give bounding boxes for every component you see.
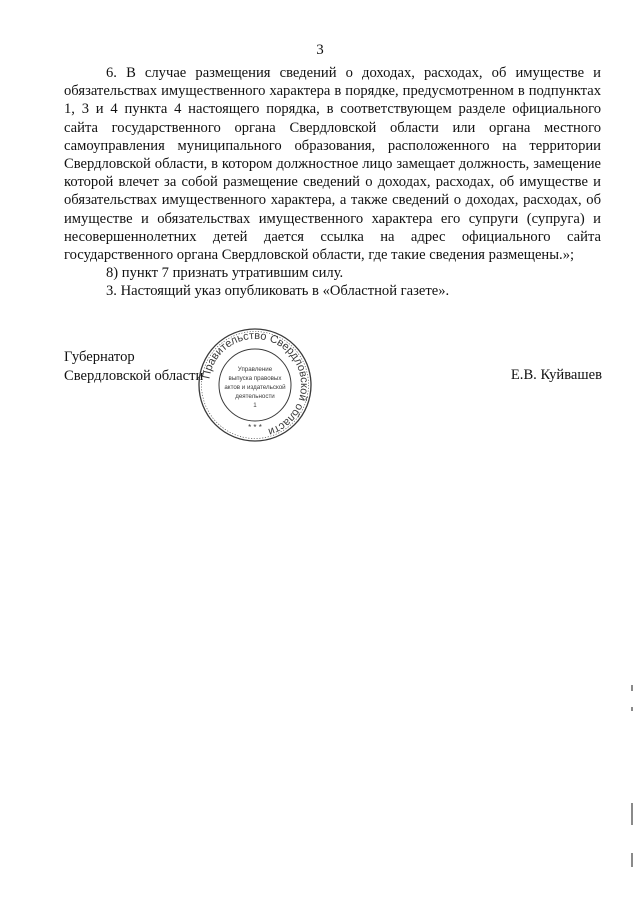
paragraph-item-8: 8) пункт 7 признать утратившим силу. bbox=[106, 265, 344, 282]
scan-mark bbox=[631, 685, 633, 691]
paragraph-item-6: 6. В случае размещения сведений о доходах, расходах, об имуществе и обязательствах имущественного характера в порядке, предусмотренном в подпунктах 1, 3 и 4 пункта 4 настоящего порядка, в соответствующем разделе официального сайта государственного органа Свердловской области или органа местного самоуправления муниципального образования, расположенного на территории Свердловской области, в котором должностное лицо замещает должность, замещение которой влечет за собой размещение сведений о доходах, расходах, об имуществе и обязательствах имущественного характера, а также сведений о доходах, расходах, об имуществе и обязательствах имущественного характера его супруги (супруга) и несовершеннолетних детей дается ссылка на адрес официального сайта государственного органа Свердловской области, где такие сведения размещены.»; bbox=[64, 65, 601, 264]
seal-ring-text: Правительство Свердловской области bbox=[200, 329, 311, 438]
signatory-title-line1: Губернатор bbox=[64, 349, 135, 365]
seal-center-number: 1 bbox=[253, 402, 257, 409]
scan-mark bbox=[631, 853, 633, 867]
scan-margin-marks bbox=[631, 685, 634, 885]
scan-mark bbox=[631, 803, 633, 825]
seal-graphic bbox=[196, 326, 314, 444]
seal-center-line2: выпуска правовых bbox=[228, 375, 282, 382]
signatory-name: Е.В. Куйвашев bbox=[510, 367, 602, 383]
document-body bbox=[64, 64, 601, 301]
official-seal-stamp bbox=[196, 326, 314, 444]
paragraph-publication: 3. Настоящий указ опубликовать в «Областной газете». bbox=[106, 283, 450, 300]
scan-mark bbox=[631, 707, 633, 711]
seal-center-line4: деятельности bbox=[235, 393, 275, 400]
seal-center-line3: актов и издательской bbox=[224, 384, 286, 391]
seal-center-line1: Управление bbox=[237, 366, 273, 373]
signatory-title bbox=[64, 348, 203, 385]
page-number: 3 bbox=[316, 42, 324, 58]
seal-stars: * * * bbox=[248, 423, 262, 432]
signatory-title-line2: Свердловской области bbox=[64, 367, 204, 384]
